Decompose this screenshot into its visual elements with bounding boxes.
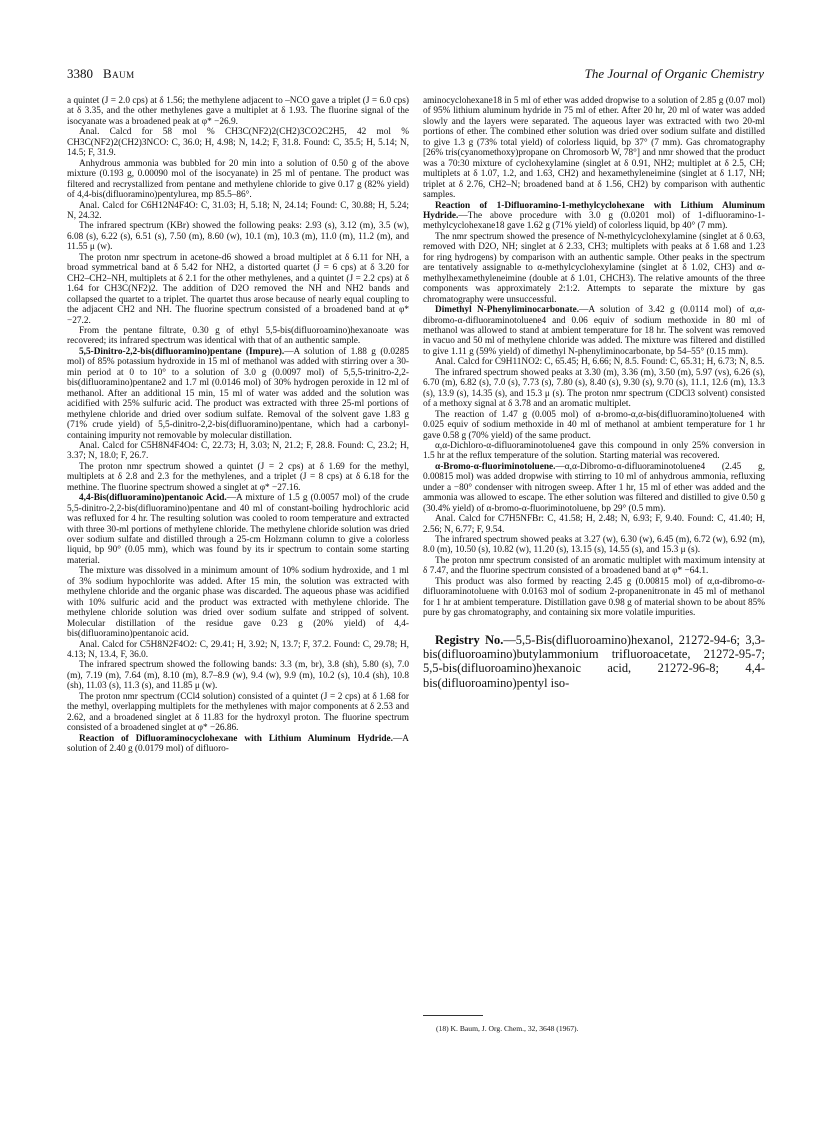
paragraph: aminocyclohexane18 in 5 ml of ether was added dropwise to a solution of 2.85 g (0.07 mol) of 95% lithium aluminum hydride in 75 ml of ether. After 20 hr, 20 ml of water was added slowly and the layers were separated. The aqueous layer was extracted with two 20-ml portions of ether. The combined ether solution was dried over sodium sulfate and distilled to give 1.3 g (73% total yield) of colorless liquid, bp 37° (7 mm). Gas chromatography [26% tris(cyanomethoxy)propane on Chromosorb W, 78°] and nmr showed that the product was a 70:30 mixture of cyclohexylamine (singlet at δ 0.91, NH2; multiplet at δ 2.5, CH; multiplets at δ 1.07, 1.2, and 1.63, CH2) and hexamethyleneimine (singlet at δ 1.17, NH; triplet at δ 2.76, CH2–N; broadened band at δ 1.56, CH2) by comparison with authentic samples. (423, 96, 765, 201)
paragraph: The infrared spectrum showed peaks at 3.27 (w), 6.30 (w), 6.45 (m), 6.72 (w), 6.92 (m), 8.0 (m), 10.50 (s), 10.82 (w), 11.20 (s), 13.15 (s), 14.55 (s), and 15.3 μ (s). (423, 535, 765, 556)
paragraph: This product was also formed by reacting 2.45 g (0.00815 mol) of α,α-dibromo-α-difluoraminotoluene with 0.0163 mol of sodium 2-propanenitronate in 45 ml of methanol for 1 hr at ambient temperature. Distillation gave 0.98 g of material shown to be about 85% pure by gas chromatography, and containing six more volatile impurities. (423, 576, 765, 619)
footnote: (18) K. Baum, J. Org. Chem., 32, 3648 (1967). (436, 1024, 579, 1033)
paragraph: The proton nmr spectrum showed a quintet (J = 2 cps) at δ 1.69 for the methyl, multiplets at δ 2.8 and 2.3 for the methylenes, and a triplet (J = 8 cps) at δ 6.18 for the methine. The fluorine spectrum showed a singlet at φ* −27.16. (67, 461, 409, 493)
section-text: —A solution of 3.42 g (0.0114 mol) of α,α-dibromo-α-difluoraminotoluene4 and 0.06 equiv of sodium methoxide in 80 ml of methanol was allowed to stand at ambient temperature for 18 hr. The solvent was removed in vacuo and 50 ml of methylene chloride was added. The mixture was filtered and distilled to give 1.11 g (59% yield) of dimethyl N-phenyliminocarbonate, bp 54–55° (0.15 mm). (423, 305, 766, 357)
paragraph (423, 462, 765, 514)
paragraph: The proton nmr spectrum in acetone-d6 showed a broad multiplet at δ 6.11 for NH, a broad symmetrical band at δ 5.42 for NH2, a distorted quartet (J = 6 cps) at δ 3.20 for CH2–CH2–NH, multiplets at δ 2.1 for the other methylenes, and a quintet (J = 2.2 cps) at δ 1.64 for CH3C(NF2)2. The addition of D2O removed the NH and NH2 bands and collapsed the quartet to a triplet. The quartet thus arose because of nearly equal coupling to the adjacent CH2 and NH. The fluorine spectrum consisted of a broadened band at φ* −27.2. (67, 252, 409, 326)
section-heading: Dimethyl N-Phenyliminocarbonate. (435, 305, 580, 316)
paragraph: Anal. Calcd for 58 mol % CH3C(NF2)2(CH2)3CO2C2H5, 42 mol % CH3C(NF2)2(CH2)3NCO: C, 36.0; H, 4.98; N, 14.2; F, 31.8. Found: C, 35.5; H, 5.14; N, 14.5; F, 31.9. (67, 127, 409, 159)
registry-text: —5,5-Bis(difluoroamino)hexanol, 21272-94-6; 3,3-bis(difluoroamino)butylammonium trifluoroacetate, 21272-95-7; 5,5-bis(difluoroamino)hexanoic acid, 21272-96-8; 4,4-bis(difluoroamino)pentyl iso- (423, 632, 765, 690)
paragraph: The proton nmr spectrum (CCl4 solution) consisted of a quintet (J = 2 cps) at δ 1.68 for the methyl, overlapping multiplets for the methylenes with major components at δ 2.53 and 2.62, and a broadened singlet at δ 11.83 for the hydroxyl proton. The fluorine spectrum consisted of a broadened singlet at φ* −26.86. (67, 691, 409, 734)
paragraph (423, 305, 765, 357)
section-heading: α-Bromo-α-fluoriminotoluene. (435, 461, 556, 472)
paragraph (423, 201, 765, 232)
paragraph: The nmr spectrum showed the presence of N-methylcyclohexylamine (singlet at δ 0.63, removed with D2O, NH; singlet at δ 2.33, CH3; multiplets with peaks at δ 1.68 and 1.23 for ring hydrogens) by comparison with an authentic sample. Other peaks in the spectrum are tentatively assignable to α-methylcyclohexylamine (singlet at δ 1.02, CH3) and α-methylhexamethyleneimine (double at δ 1.01, CHCH3). The relative amounts of the three components was approximately 2:1:2. Attempts to separate the mixture by gas chromatography were unsuccessful. (423, 231, 765, 305)
paragraph (67, 493, 409, 566)
paragraph: Anal. Calcd for C6H12N4F4O: C, 31.03; H, 5.18; N, 24.14; Found: C, 30.88; H, 5.24; N, 24.32. (67, 200, 409, 221)
section-text: —A solution of 2.40 g (0.0179 mol) of difluoro- (67, 733, 409, 755)
journal-title: The Journal of Organic Chemistry (584, 66, 764, 81)
section-text: —A mixture of 1.5 g (0.0057 mol) of the crude 5,5-dinitro-2,2-bis(difluoramino)pentane and 40 ml of constant-boiling hydrochloric acid was refluxed for 4 hr. The resulting solution was cooled to room temperature and extracted with three 30-ml portions of methylene chloride. The methylene chloride solution was dried over sodium sulfate and distilled through a 25-cm Holzmann column to give a colorless liquid, bp 90° (0.05 mm), which was found by its ir spectrum to contain some starting material. (67, 493, 409, 566)
section-heading: 4,4-Bis(difluoramino)pentanoic Acid. (79, 493, 227, 504)
paragraph: The mixture was dissolved in a minimum amount of 10% sodium hydroxide, and 1 ml of 3% sodium hypochlorite was added. After 15 min, the solution was extracted with methylene chloride and the organic phase was discarded. The aqueous phase was acidified with 10% sulfuric acid and the product was extracted with methylene chloride. The methylene chloride solution was dried over sodium sulfate and stripped of solvent. Molecular distillation of the residue gave 0.23 g (20% yield) of 4,4-bis(difluoramino)pentanoic acid. (67, 566, 409, 640)
paragraph: The reaction of 1.47 g (0.005 mol) of α-bromo-α,α-bis(difluoramino)toluene4 with 0.025 equiv of sodium methoxide in 40 ml of methanol at ambient temperature for 1 hr gave 0.58 g (70% yield) of the same product. (423, 409, 765, 441)
paragraph (67, 734, 409, 755)
paragraph: The infrared spectrum showed peaks at 3.30 (m), 3.36 (m), 3.50 (m), 5.97 (vs), 6.26 (s), 6.70 (m), 6.82 (s), 7.0 (s), 7.73 (s), 7.80 (s), 8.40 (s), 9.30 (s), 9.70 (s), 11.1, 12.6 (m), 13.3 (s), 13.9 (s), 14.35 (s), and 15.3 μ (s). The proton nmr spectrum (CDCl3 solvent) consisted of a methoxy signal at δ 3.78 and an aromatic multiplet. (423, 367, 765, 410)
section-heading: 5,5-Dinitro-2,2-bis(difluoramino)pentane (Impure). (79, 346, 285, 357)
paragraph: Anal. Calcd for C9H11NO2: C, 65.45; H, 6.66; N, 8.5. Found: C, 65.31; H, 6.73; N, 8.5. (435, 357, 765, 368)
section-text: —α,α-Dibromo-α-difluoraminotoluene4 (2.45 g, 0.00815 mol) was added dropwise with stirring to 10 ml of anhydrous ammonia, refluxing under a −80° condenser with nitrogen sweep. After 1 hr, 15 ml of ether was added and the ammonia was allowed to escape. The ether solution was filtered and distilled to give 0.50 g (30.4% yield) of α-bromo-α-fluoriminotoluene, bp 29° (0.5 mm). (423, 461, 765, 514)
paragraph: Anhydrous ammonia was bubbled for 20 min into a solution of 0.50 g of the above mixture (0.193 g, 0.00090 mol of the isocyanate) in 25 ml of pentane. The product was filtered and recrystallized from pentane and methylene chloride to give 0.17 g (82% yield) of 4,4-bis(difluoramino)pentylurea, mp 85.5–86°. (67, 158, 409, 201)
right-column (423, 96, 765, 690)
registry-numbers (423, 633, 765, 691)
page-number: 3380 (67, 66, 93, 81)
section-heading: Reaction of Difluoraminocyclohexane with Lithium Aluminum Hydride. (79, 733, 393, 744)
section-text: —The above procedure with 3.0 g (0.0201 mol) of 1-difluoramino-1-methylcyclohexane18 gave 1.62 g (71% yield) of colorless liquid, bp 40° (7 mm). (423, 210, 765, 232)
paragraph: Anal. Calcd for C5H8N2F4O2: C, 29.41; H, 3.92; N, 13.7; F, 37.2. Found: C, 29.78; H, 4.13; N, 13.4, F, 36.0. (67, 639, 409, 661)
running-author: Baum (103, 66, 135, 81)
running-header (67, 66, 764, 84)
section-text: —A solution of 1.88 g (0.0285 mol) of 85% potassium hydroxide in 15 ml of methanol was added with stirring over a 30-min period at 0 to 10° to a solution of 3.0 g (0.0097 mol) of 5,5,5-trinitro-2,2-bis(difluoramino)pentane2 and 1.7 ml (0.0146 mol) of 30% hydrogen peroxide in 12 ml of methanol. After an additional 15 min, 15 ml of water was added and the solution was acidified with 25% sulfuric acid. The product was extracted with three 25-ml portions of methylene chloride and dried over sodium sulfate. Removal of the solvent gave 1.83 g (71% crude yield) of 5,5-dinitro-2,2-bis(difluoramino)pentane, which had a carbonyl-containing impurity not removable by molecular distillation. (67, 346, 410, 441)
paragraph: The proton nmr spectrum consisted of an aromatic multiplet with maximum intensity at δ 7.47, and the fluorine spectrum consisted of a broadened band at φ* −64.1. (423, 555, 765, 577)
left-column (67, 96, 409, 755)
paragraph: Anal. Calcd for C5H8N4F4O4: C, 22.73; H, 3.03; N, 21.2; F, 28.8. Found: C, 23.2; H, 3.37; N, 18.0; F, 26.7. (67, 440, 409, 462)
registry-heading: Registry No. (435, 632, 504, 647)
paragraph: a quintet (J = 2.0 cps) at δ 1.56; the methylene adjacent to –NCO gave a triplet (J = 6.0 cps) at δ 3.35, and the other methylenes gave a multiplet at δ 1.93. The fluorine signal of the isocyanate was a broadened peak at φ* −26.9. (67, 96, 409, 127)
section-heading: Reaction of 1-Difluoramino-1-methylcyclohexane with Lithium Aluminum Hydride. (423, 200, 765, 221)
paragraph: Anal. Calcd for C7H5NFBr: C, 41.58; H, 2.48; N, 6.93; F, 9.40. Found: C, 41.40; H, 2.56; N, 6.77; F, 9.54. (423, 514, 765, 535)
paragraph: From the pentane filtrate, 0.30 g of ethyl 5,5-bis(difluoroamino)hexanoate was recovered; its infrared spectrum was identical with that of an authentic sample. (67, 325, 409, 347)
paragraph: The infrared spectrum (KBr) showed the following peaks: 2.93 (s), 3.12 (m), 3.5 (w), 6.08 (s), 6.22 (s), 6.51 (s), 7.50 (m), 8.60 (w), 10.1 (m), 10.3 (m), 11.0 (m), 11.2 (m), and 11.55 μ (w). (67, 221, 409, 253)
paragraph: α,α-Dichloro-α-difluoraminotoluene4 gave this compound in only 25% conversion in 1.5 hr at the reflux temperature of the solution. Starting material was recovered. (423, 440, 765, 462)
paragraph: The infrared spectrum showed the following bands: 3.3 (m, br), 3.8 (sh), 5.80 (s), 7.0 (m), 7.19 (m), 7.64 (m), 8.10 (m), 8.7–8.9 (w), 9.4 (w), 9.9 (m), 10.2 (s), 10.4 (sh), 10.8 (sh), 11.03 (s), 11.3 (s), and 11.85 μ (w). (67, 660, 409, 692)
paragraph (67, 347, 409, 441)
footnote-rule (423, 1015, 483, 1016)
